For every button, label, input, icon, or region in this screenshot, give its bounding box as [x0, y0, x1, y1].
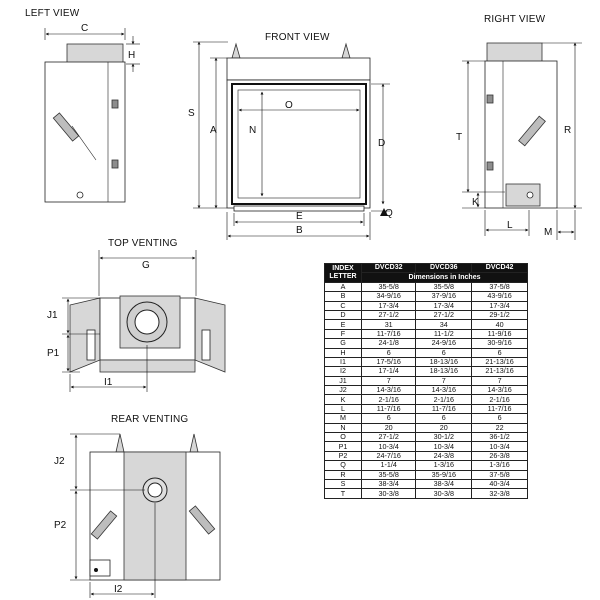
table-row — [325, 329, 528, 338]
index-letter-cell: E — [325, 320, 362, 329]
dimension-cell: 26-3/8 — [472, 451, 528, 460]
dimension-cell: 21-13/16 — [472, 367, 528, 376]
index-letter-cell: A — [325, 282, 362, 291]
index-letter-cell: C — [325, 301, 362, 310]
dimension-cell: 2-1/16 — [362, 395, 416, 404]
dimension-cell: 6 — [416, 348, 472, 357]
units-subheader: Dimensions in Inches — [362, 273, 528, 282]
top-venting-title: TOP VENTING — [108, 238, 178, 249]
table-row — [325, 301, 528, 310]
dimension-cell: 6 — [362, 414, 416, 423]
index-letter-cell: P1 — [325, 442, 362, 451]
index-letter-cell: P2 — [325, 451, 362, 460]
index-letter-cell: D — [325, 310, 362, 319]
table-row — [325, 310, 528, 319]
dimension-cell: 43-9/16 — [472, 292, 528, 301]
table-row — [325, 433, 528, 442]
dimension-cell: 31 — [362, 320, 416, 329]
dimension-cell: 7 — [362, 376, 416, 385]
table-row — [325, 348, 528, 357]
dimension-cell: 24-3/8 — [416, 451, 472, 460]
dimension-cell: 11-7/16 — [362, 404, 416, 413]
label-n: N — [249, 125, 257, 136]
table-row — [325, 451, 528, 460]
dimension-cell: 2-1/16 — [472, 395, 528, 404]
label-g: G — [142, 260, 150, 271]
model-header: DVCD36 — [416, 264, 472, 273]
dimension-cell: 38-3/4 — [416, 479, 472, 488]
dimension-cell: 30-3/8 — [362, 489, 416, 498]
dimension-cell: 30-1/2 — [416, 433, 472, 442]
table-row — [325, 320, 528, 329]
dimension-cell: 40 — [472, 320, 528, 329]
dimension-cell: 6 — [416, 414, 472, 423]
table-row — [325, 404, 528, 413]
model-header: DVCD42 — [472, 264, 528, 273]
table-row — [325, 489, 528, 498]
label-t: T — [456, 132, 463, 143]
table-row — [325, 461, 528, 470]
dimension-cell: 37-9/16 — [416, 292, 472, 301]
table-row — [325, 470, 528, 479]
dimension-cell: 18-13/16 — [416, 367, 472, 376]
label-l: L — [507, 220, 513, 231]
dimension-cell: 35-5/8 — [362, 282, 416, 291]
index-letter-cell: N — [325, 423, 362, 432]
dimension-cell: 10-3/4 — [416, 442, 472, 451]
dimension-cell: 17-3/4 — [362, 301, 416, 310]
front-view-title: FRONT VIEW — [265, 32, 330, 43]
dimension-cell: 20 — [362, 423, 416, 432]
dimension-cell: 14-3/16 — [362, 386, 416, 395]
index-letter-cell: J2 — [325, 386, 362, 395]
dimension-cell: 24-1/8 — [362, 339, 416, 348]
dimension-cell: 14-3/16 — [416, 386, 472, 395]
dimension-cell: 36-1/2 — [472, 433, 528, 442]
rear-venting-title: REAR VENTING — [111, 414, 189, 425]
table-row — [325, 339, 528, 348]
table-row — [325, 442, 528, 451]
label-i2: I2 — [114, 584, 123, 595]
dimension-cell: 38-3/4 — [362, 479, 416, 488]
dimension-cell: 24-7/16 — [362, 451, 416, 460]
index-letter-cell: T — [325, 489, 362, 498]
dimension-cell: 30-3/8 — [416, 489, 472, 498]
dimension-cell: 27-1/2 — [362, 433, 416, 442]
table-row — [325, 479, 528, 488]
dimension-cell: 20 — [416, 423, 472, 432]
label-p1: P1 — [47, 348, 60, 359]
table-row — [325, 292, 528, 301]
dimension-cell: 27-1/2 — [362, 310, 416, 319]
dimension-cell: 17-3/4 — [472, 301, 528, 310]
dimension-cell: 11-7/16 — [472, 404, 528, 413]
dimension-cell: 37-5/8 — [472, 282, 528, 291]
index-letter-cell: J1 — [325, 376, 362, 385]
dimension-cell: 6 — [362, 348, 416, 357]
dimension-cell: 37-5/8 — [472, 470, 528, 479]
dimension-cell: 27-1/2 — [416, 310, 472, 319]
left-view-title: LEFT VIEW — [25, 8, 80, 19]
table-row — [325, 367, 528, 376]
label-q: Q — [385, 208, 393, 219]
index-letter-cell: F — [325, 329, 362, 338]
label-j1: J1 — [47, 310, 58, 321]
dimension-cell: 1-1/4 — [362, 461, 416, 470]
dimension-cell: 35-9/16 — [416, 470, 472, 479]
index-letter-cell: I1 — [325, 357, 362, 366]
index-letter-cell: G — [325, 339, 362, 348]
dimensions-table — [324, 263, 528, 499]
label-m: M — [544, 227, 553, 238]
index-letter-cell: M — [325, 414, 362, 423]
table-row — [325, 423, 528, 432]
index-letter-cell: I2 — [325, 367, 362, 376]
label-a: A — [210, 125, 217, 136]
dimension-cell: 11-1/2 — [416, 329, 472, 338]
left-view-drawing — [45, 23, 140, 202]
label-j2: J2 — [54, 456, 65, 467]
dimension-cell: 6 — [472, 414, 528, 423]
table-row — [325, 386, 528, 395]
index-letter-cell: B — [325, 292, 362, 301]
table-row — [325, 282, 528, 291]
dimension-cell: 6 — [472, 348, 528, 357]
dimension-cell: 1-3/16 — [416, 461, 472, 470]
dimension-cell: 14-3/16 — [472, 386, 528, 395]
index-letter-header: INDEX LETTER — [325, 264, 362, 283]
index-letter-cell: L — [325, 404, 362, 413]
label-b: B — [296, 225, 303, 236]
label-e: E — [296, 211, 303, 222]
label-i1: I1 — [104, 377, 113, 388]
dimension-cell: 34 — [416, 320, 472, 329]
dimension-cell: 29-1/2 — [472, 310, 528, 319]
dimension-cell: 24-9/16 — [416, 339, 472, 348]
table-row — [325, 357, 528, 366]
right-view-title: RIGHT VIEW — [484, 14, 546, 25]
dimension-cell: 22 — [472, 423, 528, 432]
dimension-cell: 17-5/16 — [362, 357, 416, 366]
index-letter-cell: O — [325, 433, 362, 442]
dimension-cell: 10-3/4 — [472, 442, 528, 451]
dimension-cell: 32-3/8 — [472, 489, 528, 498]
dimension-cell: 11-9/16 — [472, 329, 528, 338]
table-row — [325, 376, 528, 385]
dimension-cell: 17-3/4 — [416, 301, 472, 310]
model-header: DVCD32 — [362, 264, 416, 273]
index-letter-cell: S — [325, 479, 362, 488]
label-h: H — [128, 50, 136, 61]
label-d: D — [378, 138, 386, 149]
dimension-cell: 35-5/8 — [416, 282, 472, 291]
dimension-cell: 11-7/16 — [416, 404, 472, 413]
dimension-cell: 21-13/16 — [472, 357, 528, 366]
dimension-cell: 1-3/16 — [472, 461, 528, 470]
index-letter-cell: K — [325, 395, 362, 404]
label-o: O — [285, 100, 293, 111]
right-view-drawing — [456, 43, 582, 240]
dimension-cell: 18-13/16 — [416, 357, 472, 366]
dimensions-table-body — [325, 282, 528, 498]
label-p2: P2 — [54, 520, 67, 531]
rear-venting-drawing — [54, 434, 220, 598]
dimension-cell: 17-1/4 — [362, 367, 416, 376]
top-venting-drawing — [47, 250, 225, 392]
index-letter-cell: H — [325, 348, 362, 357]
table-row — [325, 395, 528, 404]
dimension-cell: 30-9/16 — [472, 339, 528, 348]
dimension-cell: 7 — [416, 376, 472, 385]
front-view-drawing — [188, 42, 393, 240]
label-s: S — [188, 108, 195, 119]
index-letter-cell: Q — [325, 461, 362, 470]
dimension-cell: 40-3/4 — [472, 479, 528, 488]
dimension-cell: 7 — [472, 376, 528, 385]
label-c: C — [81, 23, 89, 34]
dimension-cell: 2-1/16 — [416, 395, 472, 404]
dimension-cell: 10-3/4 — [362, 442, 416, 451]
dimension-cell: 35-5/8 — [362, 470, 416, 479]
label-k: K — [472, 197, 479, 208]
dimension-cell: 34-9/16 — [362, 292, 416, 301]
table-row — [325, 414, 528, 423]
dimension-cell: 11-7/16 — [362, 329, 416, 338]
label-r: R — [564, 125, 572, 136]
index-letter-cell: R — [325, 470, 362, 479]
